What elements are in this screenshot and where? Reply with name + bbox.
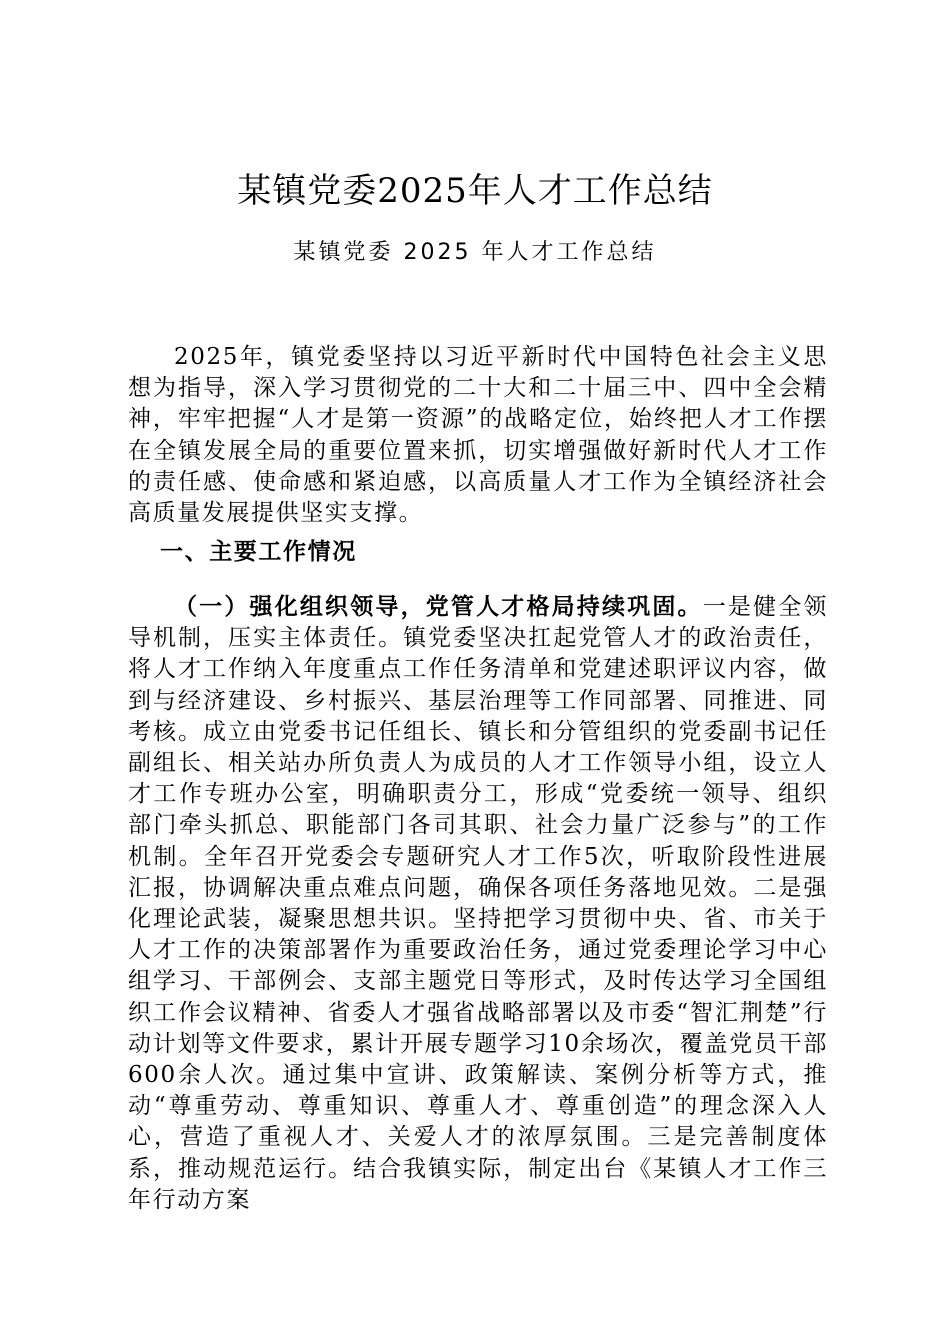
intro-paragraph: 2025年，镇党委坚持以习近平新时代中国特色社会主义思想为指导，深入学习贯彻党的二十大和二十届三中、四中全会精神，牢牢把握“人才是第一资源”的战略定位，始终把人才工作摆在全镇发展全局的重要位置来抓，切实增强做好新时代人才工作的责任感、使命感和紧迫感，以高质量人才工作为全镇经济社会高质量发展提供坚实支撑。 <box>128 344 828 527</box>
document-title: 某镇党委2025年人才工作总结 <box>237 171 713 211</box>
paragraph-lead: （一）强化组织领导，党管人才格局持续巩固。 <box>174 594 703 620</box>
section-heading: 一、主要工作情况 <box>160 539 357 565</box>
paragraph-text: 一是健全领导机制，压实主体责任。镇党委坚决扛起党管人才的政治责任，将人才工作纳入年度重点工作任务清单和党建述职评议内容，做到与经济建设、乡村振兴、基层治理等工作同部署、同推进、同考核。成立由党委书记任组长、镇长和分管组织的党委副书记任副组长、相关站办所负责人为成员的人才工作领导小组，设立人才工作专班办公室，明确职责分工，形成“党委统一领导、组织部门牵头抓总、职能部门各司其职、社会力量广泛参与”的工作机制。全年召开党委会专题研究人才工作5次，听取阶段性进展汇报，协调解决重点难点问题，确保各项任务落地见效。二是强化理论武装，凝聚思想共识。坚持把学习贯彻中央、省、市关于人才工作的决策部署作为重要政治任务，通过党委理论学习中心组学习、干部例会、支部主题党日等形式，及时传达学习全国组织工作会议精神、省委人才强省战略部署以及市委“智汇荆楚”行动计划等文件要求，累计开展专题学习10余场次，覆盖党员干部600余人次。通过集中宣讲、政策解读、案例分析等方式，推动“尊重劳动、尊重知识、尊重人才、尊重创造”的理念深入人心，营造了重视人才、关爱人才的浓厚氛围。三是完善制度体系，推动规范运行。结合我镇实际，制定出台《某镇人才工作三年行动方案 <box>128 594 828 1213</box>
document-subtitle: 某镇党委 2025 年人才工作总结 <box>293 240 657 265</box>
body-paragraph <box>128 592 828 1312</box>
